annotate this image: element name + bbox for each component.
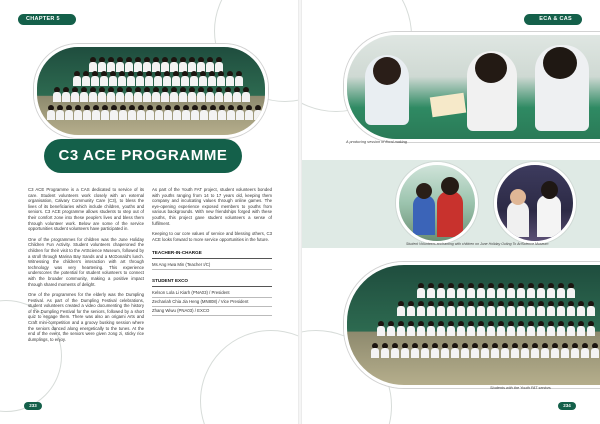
group-photo-figure (527, 321, 535, 336)
group-photo-figure (577, 321, 585, 336)
group-photo-figure (173, 105, 181, 120)
group-photo-figure (527, 301, 535, 316)
group-photo-figure (226, 71, 234, 86)
group-photo-figure (411, 343, 419, 358)
group-photo-figure (152, 87, 160, 102)
page-title: C3 ACE PROGRAMME (44, 139, 242, 173)
group-photo-figure (224, 87, 232, 102)
group-photo-figure (73, 71, 81, 86)
group-photo-figure (98, 57, 106, 72)
group-photo-figure (587, 321, 595, 336)
group-photo-figure (531, 343, 539, 358)
group-photo-figure (557, 301, 565, 316)
text-column-1 (28, 187, 144, 347)
group-photo-figure (100, 71, 108, 86)
group-photo-figure (155, 105, 163, 120)
chapter-tab: ECA & CAS (524, 14, 582, 25)
group-photo-figure (161, 57, 169, 72)
group-photo-figure (547, 301, 555, 316)
group-photo-figure (581, 343, 589, 358)
group-photo-figure (567, 283, 575, 298)
group-photo-figure (447, 283, 455, 298)
group-photo-figure (511, 343, 519, 358)
group-photo-figure (154, 71, 162, 86)
group-photo-figure (441, 343, 449, 358)
group-photo-figure (371, 343, 379, 358)
group-photo-figure (199, 71, 207, 86)
group-photo-figure (501, 343, 509, 358)
group-photo-figure (481, 343, 489, 358)
group-photo-figure (145, 71, 153, 86)
photo-caption: Students with the Youth FAT seniors (490, 386, 551, 390)
group-photo-figure (427, 301, 435, 316)
book-spine (298, 0, 302, 424)
group-photo-figure (235, 71, 243, 86)
group-photo-figure (209, 105, 217, 120)
group-photo-figure (137, 105, 145, 120)
group-photo-figure (217, 71, 225, 86)
group-photo-figure (447, 301, 455, 316)
group-photo-figure (457, 321, 465, 336)
group-photo-figure (188, 87, 196, 102)
group-photo-figure (172, 71, 180, 86)
group-photo-figure (467, 283, 475, 298)
group-photo-figure (487, 321, 495, 336)
group-photo-figure (80, 87, 88, 102)
group-photo-figure (182, 105, 190, 120)
page-number: 234 (558, 402, 576, 410)
group-photo-figure (179, 87, 187, 102)
group-photo-figure (136, 71, 144, 86)
group-photo-figure (547, 283, 555, 298)
group-photo-figure (537, 283, 545, 298)
group-photo-figure (125, 57, 133, 72)
group-photo-figure (191, 105, 199, 120)
photo-caption: Student Volunteers enchanting with children on June Holiday Outing To ArtScience Museum (406, 242, 549, 246)
decorative-circle (200, 330, 300, 424)
group-photo-figure (467, 301, 475, 316)
group-photo-figure (401, 343, 409, 358)
group-photo-figure (236, 105, 244, 120)
group-photo-figure (477, 301, 485, 316)
group-photo-figure (62, 87, 70, 102)
group-photo-figure (377, 321, 385, 336)
group-photo-figure (587, 301, 595, 316)
group-photo-figure (497, 321, 505, 336)
group-photo-figure (71, 87, 79, 102)
group-photo-figure (200, 105, 208, 120)
group-photo-figure (98, 87, 106, 102)
group-photo-figure (197, 87, 205, 102)
group-photo-figure (118, 71, 126, 86)
group-photo-figure (134, 87, 142, 102)
group-photo-figure (457, 301, 465, 316)
group-photo-figure (467, 321, 475, 336)
group-photo-figure (92, 105, 100, 120)
photo-caption: A producing session of floral making (346, 140, 407, 144)
group-photo-figure (537, 321, 545, 336)
group-photo-figure (431, 343, 439, 358)
group-photo-figure (146, 105, 154, 120)
group-photo-figure (567, 301, 575, 316)
group-photo-figure (116, 57, 124, 72)
group-photo-figure (407, 301, 415, 316)
group-photo-figure (101, 105, 109, 120)
activity-photo-top (344, 32, 600, 142)
group-photo-figure (507, 321, 515, 336)
group-photo-figure (143, 57, 151, 72)
group-photo-figure (437, 283, 445, 298)
group-photo-figure (116, 87, 124, 102)
group-photo-figure (233, 87, 241, 102)
group-photo-figure (477, 283, 485, 298)
group-photo-figure (447, 321, 455, 336)
group-photo-figure (451, 343, 459, 358)
group-photo-figure (65, 105, 73, 120)
group-photo-figure (507, 301, 515, 316)
exco-member: Zechariah Chia Jia Heng (MN808) / Vice President (152, 298, 272, 307)
group-photo-figure (537, 301, 545, 316)
group-photo-figure (143, 87, 151, 102)
group-photo-figure (487, 283, 495, 298)
group-photo-figure (242, 87, 250, 102)
exco-member: Kelson Lola Li Kiarh (PNA03) / President (152, 289, 272, 298)
group-photo-figure (74, 105, 82, 120)
group-photo-figure (190, 71, 198, 86)
exco-member: Zhang Wiwu (PNA03) / EXCO (152, 307, 272, 316)
divider (152, 286, 272, 287)
group-photo-figure (517, 301, 525, 316)
group-photo-figure (457, 283, 465, 298)
group-photo-figure (557, 283, 565, 298)
group-photo-figure (571, 343, 579, 358)
group-photo-figure (163, 71, 171, 86)
group-photo-figure (517, 283, 525, 298)
group-photo-figure (227, 105, 235, 120)
group-photo-figure (107, 87, 115, 102)
group-photo-figure (254, 105, 262, 120)
circle-photo-right (494, 162, 576, 244)
paragraph: One of the programmes for the elderly was the Dumpling Festival. As part of the Dumpling Festival celebrations, student volunteers created a video documenting the history of the Dumpling Festival for the seniors, followed by a short quiz to engage them. There was also an origami Arts and Craft mini-competition and a groovy busking session where the seniors danced along energetically to the tunes. At the end of the event, the seniors were given zong zi, sticky rice dumplings, to enjoy. (28, 292, 144, 342)
group-photo-figure (417, 283, 425, 298)
group-photo-bottom (344, 262, 600, 388)
group-photo-figure (517, 321, 525, 336)
group-photo-figure (127, 71, 135, 86)
group-photo-figure (471, 343, 479, 358)
group-photo-figure (407, 321, 415, 336)
group-photo-figure (152, 57, 160, 72)
group-photo-figure (83, 105, 91, 120)
group-photo-figure (541, 343, 549, 358)
group-photo-figure (547, 321, 555, 336)
right-page (300, 0, 600, 424)
group-photo-figure (477, 321, 485, 336)
group-photo-figure (119, 105, 127, 120)
group-photo-figure (427, 283, 435, 298)
group-photo-figure (91, 71, 99, 86)
group-photo-figure (53, 87, 61, 102)
group-photo-figure (56, 105, 64, 120)
group-photo-figure (437, 301, 445, 316)
group-photo-figure (188, 57, 196, 72)
group-photo-figure (107, 57, 115, 72)
group-photo-figure (461, 343, 469, 358)
group-photo-figure (497, 283, 505, 298)
page-number: 233 (24, 402, 42, 410)
exco-heading: STUDENT EXCO (152, 278, 188, 284)
group-photo-figure (497, 301, 505, 316)
group-photo-figure (567, 321, 575, 336)
group-photo-figure (391, 343, 399, 358)
group-photo-figure (179, 57, 187, 72)
group-photo-figure (387, 321, 395, 336)
group-photo-figure (170, 87, 178, 102)
group-photo-figure (507, 283, 515, 298)
group-photo-figure (170, 57, 178, 72)
text-column-2 (152, 187, 272, 316)
group-photo-figure (181, 71, 189, 86)
group-photo-figure (427, 321, 435, 336)
paragraph: Keeping to our core values of service and blessing others, C3 ACE looks forward to more service opportunities in the future. (152, 231, 272, 242)
group-photo-figure (110, 105, 118, 120)
group-photo-figure (487, 301, 495, 316)
group-photo-figure (521, 343, 529, 358)
teacher-heading: TEACHER-IN-CHARGE (152, 250, 202, 256)
group-photo-figure (134, 57, 142, 72)
group-photo-figure (208, 71, 216, 86)
group-photo-figure (206, 87, 214, 102)
group-photo-figure (206, 57, 214, 72)
group-photo-figure (397, 321, 405, 336)
group-photo-figure (125, 87, 133, 102)
group-photo-figure (557, 321, 565, 336)
group-photo-figure (109, 71, 117, 86)
group-photo-figure (47, 105, 55, 120)
teacher-name: Ms Ang Hwa Min (Teacher I/C) (152, 261, 272, 270)
group-photo-figure (381, 343, 389, 358)
chapter-tab: CHAPTER 5 (18, 14, 76, 25)
paragraph: As part of the Youth FAT project, student volunteers bonded with youths ranging from 14 to 17 years old, keeping them company and inculcating values through online games. The eye-opening experience exposed members to youths from various backgrounds. With new friendships forged with these youths, this project gave student volunteers a sense of fulfilment. (152, 187, 272, 226)
group-photo-figure (82, 71, 90, 86)
group-photo-figure (561, 343, 569, 358)
group-photo-figure (491, 343, 499, 358)
group-photo-figure (218, 105, 226, 120)
group-photo-figure (128, 105, 136, 120)
group-photo-figure (397, 301, 405, 316)
group-photo-figure (527, 283, 535, 298)
group-photo-figure (89, 57, 97, 72)
group-photo-figure (215, 87, 223, 102)
paragraph: One of the programmes for children was the June Holiday Children Fun Activity. Student volunteers chaperoned the children for their visit to the ArtScience Museum, followed by a stroll through Marina Bay Sands and a McDonald's lunch. Witnessing the children's interaction with art through technology was very heartening. This experience underscores the potential for student volunteers to connect with the broader community, making a positive impact through shared moments of delight. (28, 236, 144, 287)
group-photo-figure (577, 301, 585, 316)
group-photo-figure (215, 57, 223, 72)
group-photo-figure (551, 343, 559, 358)
group-photo-figure (417, 321, 425, 336)
group-photo-figure (164, 105, 172, 120)
circle-photo-left (396, 162, 478, 244)
group-photo-figure (437, 321, 445, 336)
group-photo-figure (245, 105, 253, 120)
group-photo-figure (421, 343, 429, 358)
group-photo-figure (417, 301, 425, 316)
group-photo-figure (591, 343, 599, 358)
group-photo-figure (89, 87, 97, 102)
group-photo-main (34, 44, 268, 138)
divider (152, 258, 272, 259)
paragraph: C3 ACE Programme is a CAS dedicated to service of its care. Student volunteers work closely with an external organisation, Calvary Community Care (C3), to bless the lives of its beneficiaries which include children, youths and seniors. C3 ACE programme allows students to step out of their comfort zone into these people's lives and bless them through volunteer work. Below are some of the service opportunities student volunteers have participated in. (28, 187, 144, 232)
group-photo-figure (161, 87, 169, 102)
group-photo-figure (197, 57, 205, 72)
